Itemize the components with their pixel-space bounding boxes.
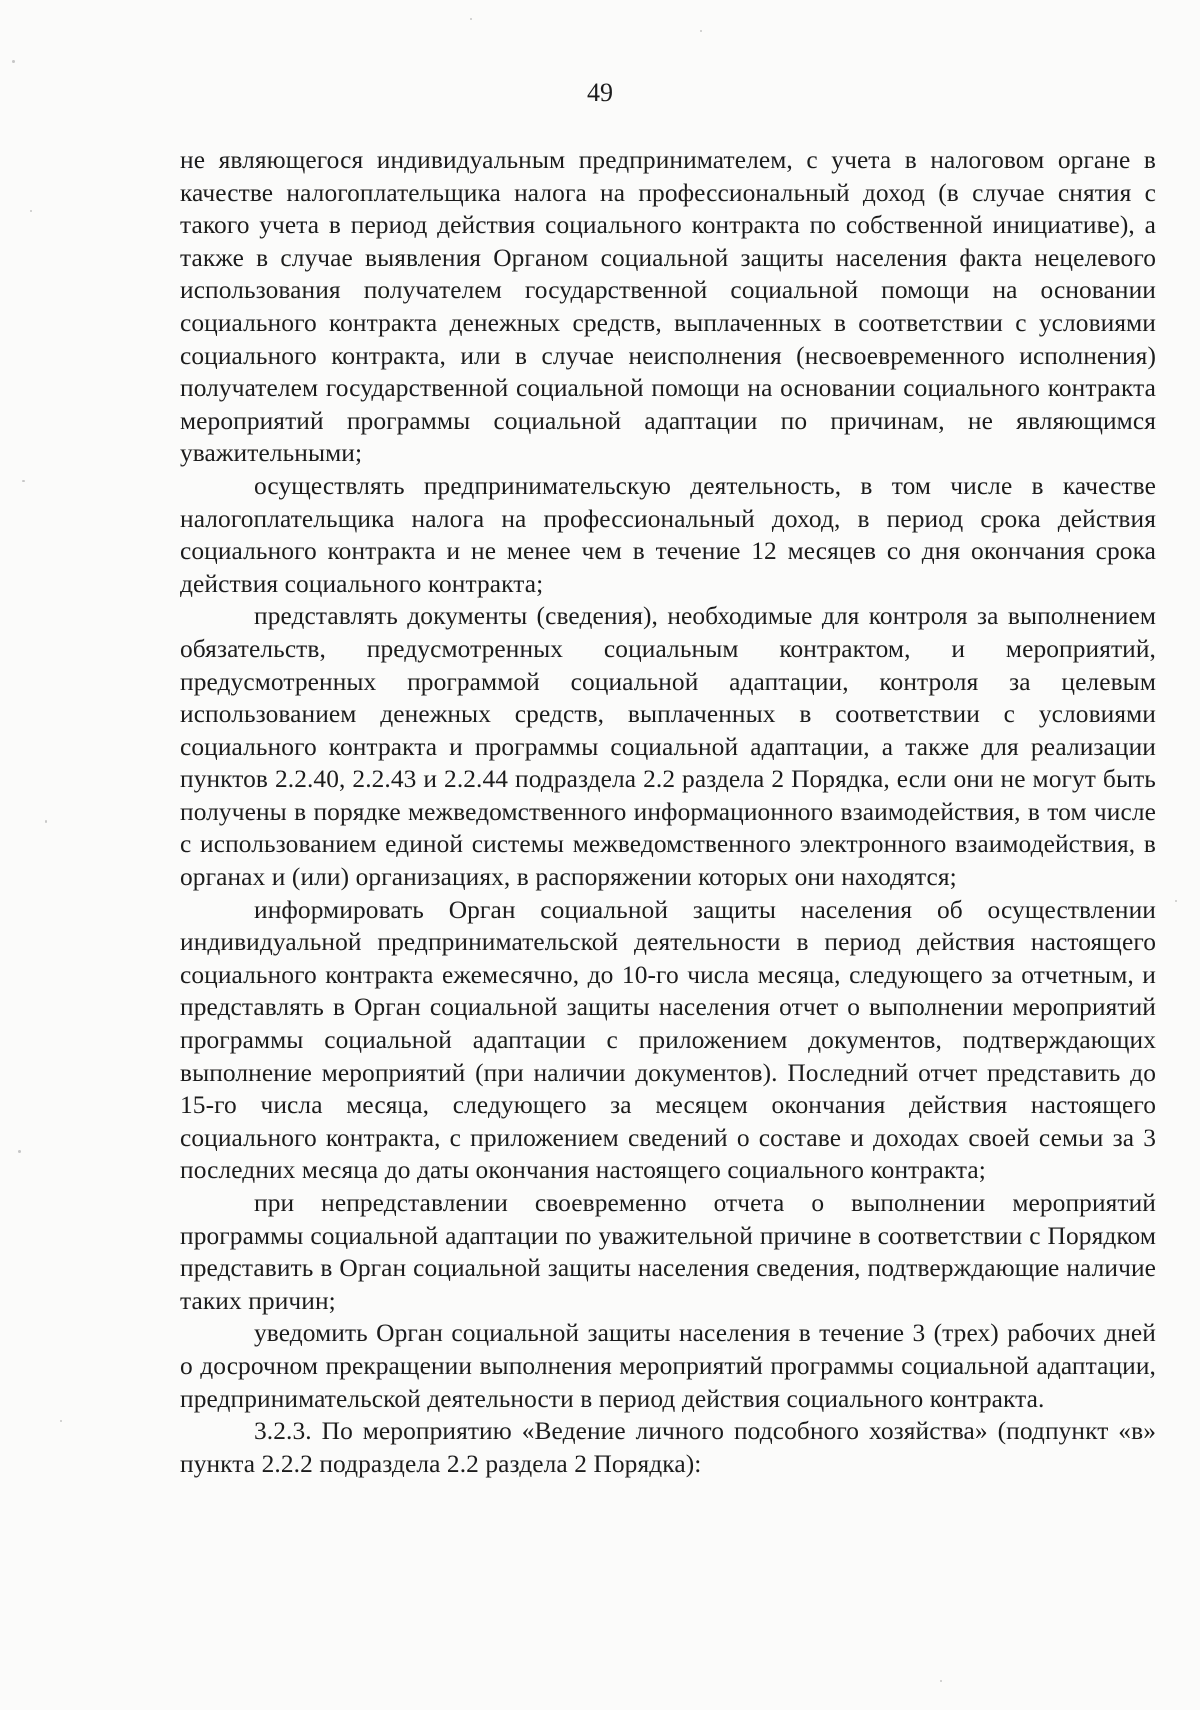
scan-speck <box>60 1420 62 1422</box>
document-body <box>180 144 1156 1480</box>
paragraph-inform: информировать Орган социальной защиты населения об осуществлении индивидуальной предпринимательской деятельности в период действия настоящего социального контракта ежемесячно, до 10-го числа месяца, следующего за отчетным, и представлять в Орган социальной защиты населения отчет о выполнении мероприятий программы социальной адаптации с приложением документов, подтверждающих выполнение мероприятий (при наличии документов). Последний отчет представить до 15-го числа месяца, следующего за месяцем окончания действия настоящего социального контракта, с приложением сведений о составе и доходах своей семьи за 3 последних месяца до даты окончания настоящего социального контракта; <box>180 895 1156 1185</box>
paragraph-entrepreneurship: осуществлять предпринимательскую деятельность, в том числе в качестве налогоплательщика налога на профессиональный доход, в период срока действия социального контракта и не менее чем в течение 12 месяцев со дня окончания срока действия социального контракта; <box>180 471 1156 598</box>
paragraph-documents: представлять документы (сведения), необходимые для контроля за выполнением обязательств, предусмотренных социальным контрактом, и мероприятий, предусмотренных программой социальной адаптации, контроля за целевым использованием денежных средств, выплаченных в соответствии с условиями социального контракта и программы социальной адаптации, а также для реализации пунктов 2.2.40, 2.2.43 и 2.2.44 подраздела 2.2 раздела 2 Порядка, если они не могут быть получены в порядке межведомственного информационного взаимодействия, в том числе с использованием единой системы межведомственного электронного взаимодействия, в органах и (или) организациях, в распоряжении которых они находятся; <box>180 602 1156 892</box>
paragraph-continuation: не являющегося индивидуальным предпринимателем, с учета в налоговом органе в качестве налогоплательщика налога на профессиональный доход (в случае снятия с такого учета в период действия социального контракта по собственной инициативе), а также в случае выявления Органом социальной защиты населения факта нецелевого использования получателем государственной социальной помощи на основании социального контракта денежных средств, выплаченных в соответствии с условиями социального контракта, или в случае неисполнения (несвоевременного исполнения) получателем государственной социальной помощи на основании социального контракта мероприятий программы социальной адаптации по причинам, не являющимся уважительными; <box>180 146 1156 468</box>
scan-speck <box>470 18 472 20</box>
paragraph-notify: уведомить Орган социальной защиты населения в течение 3 (трех) рабочих дней о досрочном прекращении выполнения мероприятий программы социальной адаптации, предпринимательской деятельности в период действия социального контракта. <box>180 1319 1156 1413</box>
scan-speck <box>1175 900 1177 902</box>
scan-speck <box>700 30 702 32</box>
scan-speck <box>18 1150 21 1153</box>
scan-speck <box>22 480 25 482</box>
page-number: 49 <box>587 78 613 107</box>
scan-speck <box>45 820 47 823</box>
paragraph-non-submission: при непредставлении своевременно отчета о выполнении мероприятий программы социальной адаптации по уважительной причине в соответствии с Порядком представить в Орган социальной защиты населения сведения, подтверждающие наличие таких причин; <box>180 1189 1156 1315</box>
scan-speck <box>30 210 32 212</box>
scan-speck <box>12 60 15 63</box>
section-heading-3-2-3: 3.2.3. По мероприятию «Ведение личного подсобного хозяйства» (подпункт «в» пункта 2.2.2 подраздела 2.2 раздела 2 Порядка): <box>180 1417 1156 1478</box>
scan-speck <box>940 1680 942 1682</box>
